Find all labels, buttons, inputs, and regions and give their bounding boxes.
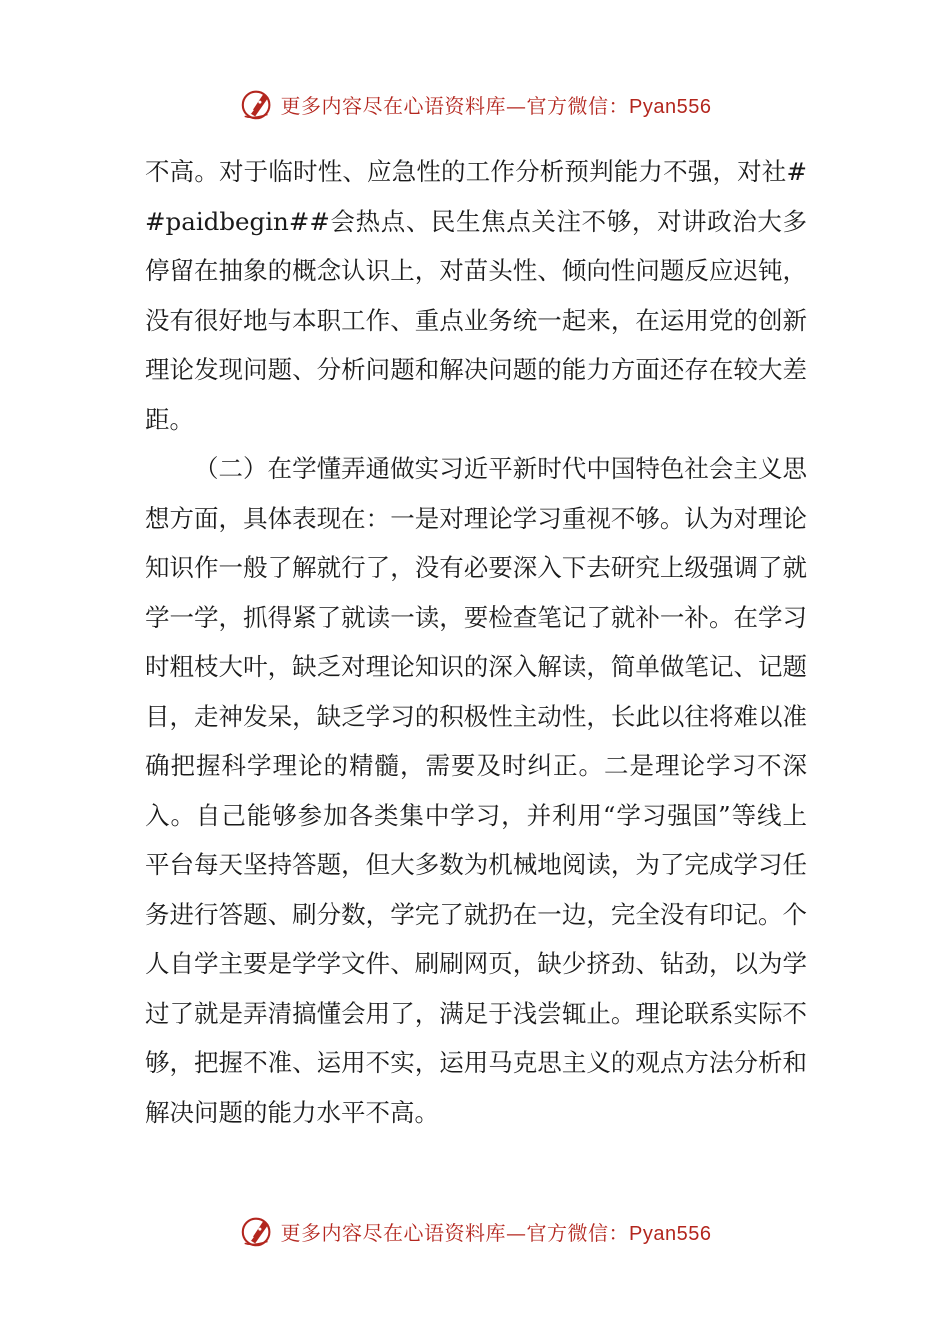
pen-nib-circle-icon xyxy=(239,1212,277,1250)
footer-watermark xyxy=(0,1211,950,1251)
pen-nib-circle-icon xyxy=(239,85,277,123)
watermark-handle: Pyan556 xyxy=(629,1222,712,1245)
watermark-text xyxy=(281,1217,712,1246)
watermark-handle: Pyan556 xyxy=(629,95,712,118)
paragraph-2: （二）在学懂弄通做实习近平新时代中国特色社会主义思想方面，具体表现在：一是对理论学习重视不够。认为对理论知识作一般了解就行了，没有必要深入下去研究上级强调了就学一学，抓得紧了就读一读，要检查笔记了就补一补。在学习时粗枝大叶，缺乏对理论知识的深入解读，简单做笔记、记题目，走神发呆，缺乏学习的积极性主动性，长此以往将难以准确把握科学理论的精髓，需要及时纠正。二是理论学习不深入。自己能够参加各类集中学习，并利用“学习强国”等线上平台每天坚持答题，但大多数为机械地阅读，为了完成学习任务进行答题、刷分数，学完了就扔在一边，完全没有印记。个人自学主要是学学文件、刷刷网页，缺少挤劲、钻劲，以为学过了就是弄清搞懂会用了，满足于浅尝辄止。理论联系实际不够，把握不准、运用不实，运用马克思主义的观点方法分析和解决问题的能力水平不高。 xyxy=(145,454,807,1127)
watermark-brand: 更多内容尽在心语资料库—官方微信： xyxy=(280,93,630,118)
watermark-text xyxy=(281,90,712,119)
header-watermark xyxy=(0,84,950,124)
document-body xyxy=(145,147,807,1137)
watermark-brand: 更多内容尽在心语资料库—官方微信： xyxy=(280,1220,630,1245)
paragraph-1: 不高。对于临时性、应急性的工作分析预判能力不强，对社##paidbegin##会热点、民生焦点关注不够，对讲政治大多停留在抽象的概念认识上，对苗头性、倾向性问题反应迟钝，没有很好地与本职工作、重点业务统一起来，在运用党的创新理论发现问题、分析问题和解决问题的能力方面还存在较大差距。 xyxy=(145,157,807,434)
